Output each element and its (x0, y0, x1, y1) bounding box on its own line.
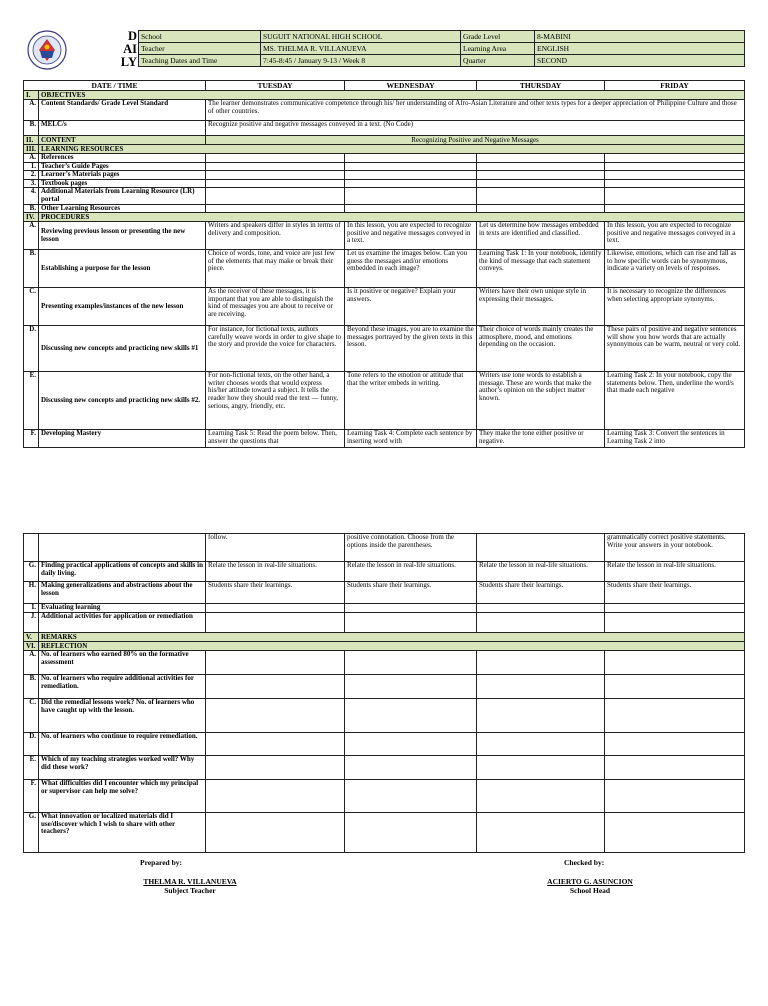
cell (477, 675, 605, 699)
cell (345, 780, 477, 813)
reflection-row (24, 780, 745, 813)
column-header-row (24, 81, 745, 91)
content-topic: Recognizing Positive and Negative Messages (206, 136, 745, 145)
row-label: No. of learners who continue to require remediation. (39, 733, 206, 756)
cell (477, 813, 605, 853)
row-label: Presenting examples/instances of the new lesson (39, 288, 206, 326)
wednesday-cell: Students share their learnings. (345, 582, 477, 604)
procedure-row (24, 430, 745, 448)
friday-cell: It is necessary to recognize the differences when selecting appropriate synonyms. (605, 288, 745, 326)
resource-row (24, 171, 745, 180)
thursday-cell: Let us determine how messages embedded in texts are identified and classified. (477, 222, 605, 250)
procedure-row (24, 562, 745, 582)
column-header: TUESDAY (206, 81, 345, 91)
section-number: III. (24, 145, 39, 154)
thursday-cell (477, 534, 605, 562)
lesson-plan-table-page2 (23, 533, 745, 853)
row-number: B. (24, 250, 39, 288)
wednesday-cell (345, 604, 477, 613)
section-number: V. (24, 633, 39, 642)
row-label: Did the remedial lessons work? No. of learners who have caught up with the lesson. (39, 699, 206, 733)
resource-row (24, 162, 745, 171)
cell (605, 813, 745, 853)
row-number: J. (24, 613, 39, 633)
section-title: REMARKS (39, 633, 745, 642)
row-number: A. (24, 100, 39, 121)
row-number: E. (24, 372, 39, 430)
row-number: B. (24, 204, 39, 213)
resource-row (24, 154, 745, 163)
friday-cell: Relate the lesson in real-life situations. (605, 562, 745, 582)
cell (605, 651, 745, 675)
section-content (24, 136, 745, 145)
objective-text: The learner demonstrates communicative competence through his/ her understanding of Afro-Asian Literature and other texts types for a deeper appreciation of Philippine Culture and those of other countries. (206, 100, 745, 121)
row-label: What innovation or localized materials did I use/discover which I wish to share with other teachers? (39, 813, 206, 853)
thursday-cell (477, 604, 605, 613)
row-label: Making generalizations and abstractions about the lesson (39, 582, 206, 604)
wednesday-cell: Beyond these images, you are to examine the messages portrayed by the given texts in this lesson. (345, 326, 477, 372)
wednesday-cell: Relate the lesson in real-life situations. (345, 562, 477, 582)
section-procedures (24, 213, 745, 222)
header-value: 8-MABINI (535, 31, 745, 43)
cell (605, 756, 745, 780)
thursday-cell: Writers use tone words to establish a message. These are words that make the author’s opinion on the subject matter known. (477, 372, 605, 430)
cell (206, 651, 345, 675)
section-number: I. (24, 91, 39, 100)
cell (477, 179, 605, 188)
row-label: Additional Materials from Learning Resource (LR) portal (39, 188, 206, 204)
header-value: ENGLISH (535, 43, 745, 55)
cell (477, 733, 605, 756)
section-resources (24, 145, 745, 154)
cell (477, 154, 605, 163)
cell (605, 179, 745, 188)
cell (345, 756, 477, 780)
wednesday-cell: Learning Task 4: Complete each sentence by inserting word with (345, 430, 477, 448)
header-row (139, 31, 745, 43)
row-label: Which of my teaching strategies worked well? Why did these work? (39, 756, 206, 780)
row-number: B. (24, 675, 39, 699)
prepared-by-block (120, 858, 260, 895)
dly-title (105, 30, 137, 69)
cell (206, 171, 345, 180)
section-title: LEARNING RESOURCES (39, 145, 745, 154)
dly-letter-d: D (127, 29, 137, 43)
cell (477, 756, 605, 780)
prepared-by-label: Prepared by: (140, 858, 183, 867)
row-label: No. of learners who earned 80% on the formative assessment (39, 651, 206, 675)
cell (477, 188, 605, 204)
row-label: Learner’s Materials pages (39, 171, 206, 180)
procedure-row (24, 613, 745, 633)
tuesday-cell: follow. (206, 534, 345, 562)
cell (477, 204, 605, 213)
row-label: Textbook pages (39, 179, 206, 188)
section-title: OBJECTIVES (39, 91, 745, 100)
column-header: THURSDAY (477, 81, 605, 91)
column-header: DATE / TIME (24, 81, 206, 91)
row-label: Finding practical applications of concepts and skills in daily living. (39, 562, 206, 582)
row-label: Developing Mastery (39, 430, 206, 448)
row-number: C. (24, 288, 39, 326)
row-number: G. (24, 562, 39, 582)
row-label (39, 534, 206, 562)
prepared-by-role: Subject Teacher (164, 886, 216, 895)
cell (605, 780, 745, 813)
tuesday-cell (206, 604, 345, 613)
procedure-row (24, 604, 745, 613)
row-label: Discussing new concepts and practicing new skills #1 (39, 326, 206, 372)
procedure-row (24, 582, 745, 604)
row-number: B. (24, 121, 39, 136)
row-label: Discussing new concepts and practicing new skills #2. (39, 372, 206, 430)
thursday-cell: Writers have their own unique style in expressing their messages. (477, 288, 605, 326)
wednesday-cell: Is it positive or negative? Explain your answers. (345, 288, 477, 326)
row-label: Teacher’s Guide Pages (39, 162, 206, 171)
deped-seal-logo (27, 30, 67, 70)
row-label: References (39, 154, 206, 163)
section-title: REFLECTION (39, 642, 745, 651)
cell (477, 651, 605, 675)
friday-cell: These pairs of positive and negative sentences will show you how words that are actually synonymous can be warm, neutral or very cold. (605, 326, 745, 372)
cell (206, 675, 345, 699)
dly-letter-ly: LY (120, 55, 137, 69)
thursday-cell (477, 613, 605, 633)
objective-row (24, 100, 745, 121)
cell (345, 171, 477, 180)
section-reflection (24, 642, 745, 651)
cell (206, 756, 345, 780)
header-value: 7:45-8:45 / January 9-13 / Week 8 (261, 55, 461, 67)
wednesday-cell (345, 613, 477, 633)
cell (477, 162, 605, 171)
cell (345, 204, 477, 213)
header-label: Grade Level (461, 31, 535, 43)
row-number: E. (24, 756, 39, 780)
objective-row (24, 121, 745, 136)
cell (206, 162, 345, 171)
row-number: G. (24, 813, 39, 853)
row-label: Other Learning Resources (39, 204, 206, 213)
cell (206, 188, 345, 204)
header-value: MS. THELMA R. VILLANUEVA (261, 43, 461, 55)
checked-by-label: Checked by: (564, 858, 605, 867)
row-label: Content Standards/ Grade Level Standard (39, 100, 206, 121)
tuesday-cell: For non-fictional texts, on the other hand, a writer chooses words that would express his/her attitude toward a subject. It tells the reader how they should read the text — funny, serious, angry, friendly, etc. (206, 372, 345, 430)
header-label: Learning Area (461, 43, 535, 55)
friday-cell: Learning Task 2: In your notebook, copy the statements below. Then, underline the word/s that made each negative (605, 372, 745, 430)
header-value: SUGUIT NATIONAL HIGH SCHOOL (261, 31, 461, 43)
row-number: C. (24, 699, 39, 733)
tuesday-cell: Learning Task 5: Read the poem below. Then, answer the questions that (206, 430, 345, 448)
thursday-cell: Relate the lesson in real-life situations. (477, 562, 605, 582)
cell (605, 171, 745, 180)
column-header: WEDNESDAY (345, 81, 477, 91)
cell (206, 179, 345, 188)
header-row (139, 43, 745, 55)
procedure-row (24, 534, 745, 562)
row-number: I. (24, 604, 39, 613)
reflection-row (24, 699, 745, 733)
row-number: 1. (24, 162, 39, 171)
section-number: VI. (24, 642, 39, 651)
row-label: Additional activities for application or remediation (39, 613, 206, 633)
prepared-by-name: THELMA R. VILLANUEVA (143, 877, 237, 886)
reflection-row (24, 733, 745, 756)
header-info-table (138, 30, 745, 67)
row-label: Reviewing previous lesson or presenting the new lesson (39, 222, 206, 250)
row-label: Evaluating learning (39, 604, 206, 613)
row-number: A. (24, 154, 39, 163)
cell (206, 813, 345, 853)
tuesday-cell: Choice of words, tone, and voice are just few of the elements that may make or break their piece. (206, 250, 345, 288)
cell (605, 699, 745, 733)
cell (345, 733, 477, 756)
friday-cell: In this lesson, you are expected to recognize positive and negative messages conveyed in a text. (605, 222, 745, 250)
row-label: No. of learners who require additional activities for remediation. (39, 675, 206, 699)
cell (605, 162, 745, 171)
objective-text: Recognize positive and negative messages conveyed in a text. (No Code) (206, 121, 745, 136)
row-number: H. (24, 582, 39, 604)
wednesday-cell: Let us examine the images below. Can you guess the messages and/or emotions embedded in each image? (345, 250, 477, 288)
thursday-cell: Learning Task 1: In your notebook, identify the kind of message that each statement conveys. (477, 250, 605, 288)
column-header: FRIDAY (605, 81, 745, 91)
row-number: 3. (24, 179, 39, 188)
resource-row (24, 204, 745, 213)
cell (345, 651, 477, 675)
procedure-row (24, 288, 745, 326)
row-number: D. (24, 326, 39, 372)
cell (477, 171, 605, 180)
procedure-row (24, 250, 745, 288)
cell (206, 699, 345, 733)
reflection-row (24, 756, 745, 780)
friday-cell: Students share their learnings. (605, 582, 745, 604)
wednesday-cell: positive connotation. Choose from the options inside the parentheses. (345, 534, 477, 562)
cell (345, 813, 477, 853)
cell (206, 154, 345, 163)
row-number: F. (24, 430, 39, 448)
resource-row (24, 179, 745, 188)
cell (345, 179, 477, 188)
checked-by-name: ACIERTO G. ASUNCION (547, 877, 633, 886)
header-label: Teaching Dates and Time (139, 55, 261, 67)
friday-cell: grammatically correct positive statements. Write your answers in your notebook. (605, 534, 745, 562)
thursday-cell: Students share their learnings. (477, 582, 605, 604)
row-number: A. (24, 222, 39, 250)
cell (345, 699, 477, 733)
cell (345, 162, 477, 171)
header-label: School (139, 31, 261, 43)
cell (345, 154, 477, 163)
row-number: F. (24, 780, 39, 813)
tuesday-cell: Relate the lesson in real-life situations. (206, 562, 345, 582)
reflection-row (24, 813, 745, 853)
tuesday-cell: For instance, for fictional texts, authors carefully weave words in order to give shape to the story and provide the voice for characters. (206, 326, 345, 372)
cell (345, 675, 477, 699)
cell (605, 675, 745, 699)
friday-cell (605, 613, 745, 633)
cell (605, 188, 745, 204)
cell (477, 699, 605, 733)
cell (605, 154, 745, 163)
friday-cell (605, 604, 745, 613)
procedure-row (24, 326, 745, 372)
thursday-cell: Their choice of words mainly creates the atmosphere, mood, and emotions depending on the occasion. (477, 326, 605, 372)
row-label: Establishing a purpose for the lesson (39, 250, 206, 288)
header-value: SECOND (535, 55, 745, 67)
reflection-row (24, 651, 745, 675)
section-number: II. (24, 136, 39, 145)
cell (206, 780, 345, 813)
friday-cell: Likewise, emotions, which can rise and fall as to how specific words can be synonymous, indicate a variety on levels of responses. (605, 250, 745, 288)
thursday-cell: They make the tone either positive or negative. (477, 430, 605, 448)
header-row (139, 55, 745, 67)
procedure-row (24, 222, 745, 250)
row-label: What difficulties did I encounter which my principal or supervisor can help me solve? (39, 780, 206, 813)
header-label: Teacher (139, 43, 261, 55)
cell (206, 204, 345, 213)
cell (477, 780, 605, 813)
row-label: MELC/s (39, 121, 206, 136)
lesson-plan-table-page1 (23, 80, 745, 448)
section-number: IV. (24, 213, 39, 222)
resource-row (24, 188, 745, 204)
cell (345, 188, 477, 204)
row-number: D. (24, 733, 39, 756)
row-number: 4. (24, 188, 39, 204)
row-number: 2. (24, 171, 39, 180)
cell (206, 733, 345, 756)
tuesday-cell (206, 613, 345, 633)
section-objectives (24, 91, 745, 100)
section-remarks (24, 633, 745, 642)
checked-by-role: School Head (569, 886, 611, 895)
section-title: CONTENT (39, 136, 206, 145)
row-number (24, 534, 39, 562)
header-label: Quarter (461, 55, 535, 67)
dly-letter-ai: AI (123, 42, 137, 56)
reflection-row (24, 675, 745, 699)
wednesday-cell: Tone refers to the emotion or attitude that that the writer embeds in writing. (345, 372, 477, 430)
tuesday-cell: Writers and speakers differ in styles in terms of delivery and composition. (206, 222, 345, 250)
tuesday-cell: Students share their learnings. (206, 582, 345, 604)
friday-cell: Learning Task 3: Convert the sentences in Learning Task 2 into (605, 430, 745, 448)
procedure-row (24, 372, 745, 430)
wednesday-cell: In this lesson, you are expected to recognize positive and negative messages conveyed in a text. (345, 222, 477, 250)
row-number: A. (24, 651, 39, 675)
cell (605, 733, 745, 756)
tuesday-cell: As the receiver of these messages, it is important that you are able to distinguish the kind of messages you are about to receive or are receiving. (206, 288, 345, 326)
cell (605, 204, 745, 213)
section-title: PROCEDURES (39, 213, 745, 222)
checked-by-block (520, 858, 660, 895)
